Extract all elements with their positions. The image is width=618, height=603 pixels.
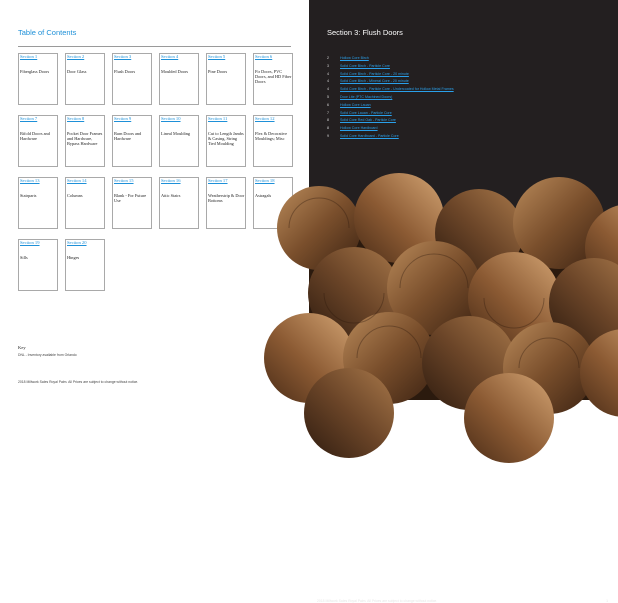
- item-link[interactable]: Hollow Core Lauan: [340, 102, 371, 107]
- item-link[interactable]: Door Lite (PTC Machined Doors): [340, 94, 393, 99]
- toc-grid: [18, 53, 298, 303]
- toc-card: [112, 177, 152, 229]
- section-link[interactable]: Section 13: [20, 178, 40, 183]
- section-label: Pocket Door Frames and Hardware, Bypass Hardware: [67, 131, 103, 147]
- item-page-number: 7: [327, 110, 329, 115]
- section-link[interactable]: Section 17: [208, 178, 228, 183]
- section-link[interactable]: Section 3: [114, 54, 132, 59]
- toc-card: [253, 53, 293, 105]
- toc-card: [65, 115, 105, 167]
- wood-discs-graphic: [309, 218, 618, 400]
- section-link[interactable]: Section 1: [20, 54, 38, 59]
- section-link[interactable]: Section 10: [161, 116, 181, 121]
- item-page-number: 4: [327, 87, 329, 92]
- section-link[interactable]: Section 8: [67, 116, 85, 121]
- toc-title: Table of Contents: [18, 28, 77, 37]
- section-label: Pine Doors: [208, 69, 228, 74]
- toc-divider: [18, 46, 291, 47]
- section-label: Bifold Doors and Hardware: [20, 131, 50, 142]
- section-label: Flex & Decorative Mouldings; Misc: [255, 131, 287, 142]
- section-label: Fir Doors, PVC Doors, and HD Fiber Doors: [255, 69, 292, 85]
- toc-card: [159, 53, 199, 105]
- key-line: DNL - Inventory available from Orlando: [18, 353, 77, 357]
- section-label: Astragals: [255, 193, 272, 198]
- toc-card: [159, 115, 199, 167]
- item-page-number: 6: [327, 102, 329, 107]
- section-link[interactable]: Section 5: [208, 54, 226, 59]
- item-page-number: 3: [327, 63, 329, 68]
- section-label: Sills: [20, 255, 28, 260]
- section-link[interactable]: Section 6: [255, 54, 273, 59]
- toc-card: [112, 53, 152, 105]
- section-label: Fiberglass Doors: [20, 69, 50, 74]
- item-page-number: 4: [327, 71, 329, 76]
- section-label: Stairparts: [20, 193, 37, 198]
- toc-card: [253, 115, 293, 167]
- item-page-number: 8: [327, 118, 329, 123]
- section-link[interactable]: Section 11: [208, 116, 228, 121]
- key-title: Key: [18, 345, 26, 350]
- section-label: Hinges: [67, 255, 80, 260]
- item-link[interactable]: Solid Core Birch - Particle Core - Undercoated for Hollow Metal Frames: [340, 87, 454, 92]
- section-link[interactable]: Section 9: [114, 116, 132, 121]
- toc-card: [206, 115, 246, 167]
- left-page: [0, 0, 309, 400]
- toc-card: [65, 239, 105, 291]
- section-label: Columns: [67, 193, 83, 198]
- section-link[interactable]: Section 18: [255, 178, 275, 183]
- toc-card: [206, 53, 246, 105]
- section-label: Door Glass: [67, 69, 87, 74]
- toc-card: [65, 53, 105, 105]
- toc-card: [18, 239, 58, 291]
- section-label: Attic Stairs: [161, 193, 181, 198]
- item-link[interactable]: Solid Core Red Oak - Particle Core: [340, 118, 396, 123]
- toc-card: [159, 177, 199, 229]
- item-link[interactable]: Solid Core Birch - Particle Core - 20 minute: [340, 71, 409, 76]
- section-link[interactable]: Section 14: [67, 178, 87, 183]
- toc-card: [18, 177, 58, 229]
- section-label: Barn Doors and Hardware: [114, 131, 142, 142]
- item-page-number: 4: [327, 79, 329, 84]
- section-label: Cut to Length Jambs & Casing, String Tied Moulding: [208, 131, 244, 147]
- section-link[interactable]: Section 2: [67, 54, 85, 59]
- wood-panel-image: [309, 218, 618, 603]
- item-page-number: 5: [327, 94, 329, 99]
- item-link[interactable]: Solid Core Birch - Mineral Core - 20 minute: [340, 79, 409, 84]
- section-label: Weatherstrip & Door Bottoms: [208, 193, 245, 204]
- toc-card: [206, 177, 246, 229]
- section-link[interactable]: Section 16: [161, 178, 181, 183]
- section-title: Section 3: Flush Doors: [327, 28, 403, 37]
- toc-card: [112, 115, 152, 167]
- section-link[interactable]: Section 7: [20, 116, 38, 121]
- section-label: Blank - For Future Use: [114, 193, 147, 204]
- item-link[interactable]: Hollow Core Birch: [340, 56, 369, 60]
- section-link[interactable]: Section 20: [67, 240, 87, 245]
- section-label: Lineal Moulding: [161, 131, 190, 136]
- item-link[interactable]: Solid Core Birch - Particle Core: [340, 63, 390, 68]
- item-page-number: 2: [327, 56, 329, 60]
- page-number: 1: [606, 599, 608, 603]
- section-link[interactable]: Section 19: [20, 240, 40, 245]
- left-footer: 2018 Millwork Sales Royal Palm. All Prices are subject to change without notice.: [18, 380, 139, 384]
- section-label: Flush Doors: [114, 69, 136, 74]
- right-footer: 2018 Millwork Sales Royal Palm. All Prices are subject to change without notice.: [317, 599, 438, 603]
- item-link[interactable]: Hollow Core Hardboard: [340, 126, 378, 131]
- section-link[interactable]: Section 4: [161, 54, 179, 59]
- item-link[interactable]: Solid Core Hardboard - Particle Core: [340, 133, 399, 138]
- right-page: [309, 0, 618, 603]
- section-label: Moulded Doors: [161, 69, 189, 74]
- section-link[interactable]: Section 15: [114, 178, 134, 183]
- item-link[interactable]: Solid Core Lauan - Particle Core: [340, 110, 392, 115]
- item-page-number: 9: [327, 133, 329, 138]
- toc-card: [18, 53, 58, 105]
- item-page-number: 8: [327, 126, 329, 131]
- toc-card: [65, 177, 105, 229]
- toc-card: [18, 115, 58, 167]
- section-link[interactable]: Section 12: [255, 116, 275, 121]
